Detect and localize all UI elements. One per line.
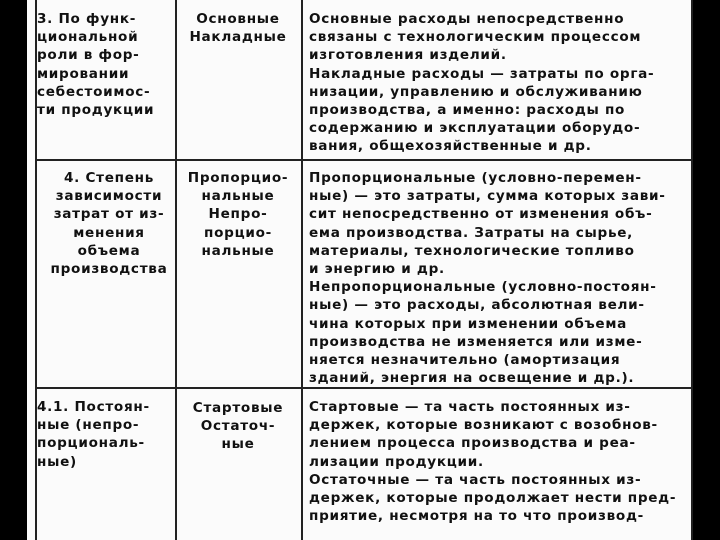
column-divider-2 xyxy=(301,0,303,540)
row-2-description: Пропорциональные (условно-перемен- ные) — это затраты, сумма которых зави- сит непосредственно от изменения объ- ема производства. Затраты на сырье, материалы, технологические топливо и энергию и др. Непропорциональные (условно-постоян- ные) — это расходы, абсолютная вели- чина которых при изменении объема производства не изменяется или изме- няется незначительно (амортизация зданий, энергия на освещение и др.). xyxy=(309,170,666,387)
row-3-description: Стартовые — та часть постоянных из- держек, которые возникают с возобнов- лением процесса производства и реа- лизации продукции. Остаточные — та часть постоянных из- держек, которые продолжает нести пред- приятие, несмотря на то что производ- xyxy=(309,399,677,525)
row-2-types: Пропорцио- нальные Непро- порцио- нальные xyxy=(187,170,289,259)
row-2-criterion: 4. Степень зависимости затрат от из- менения объема производства xyxy=(50,170,168,278)
row-1-criterion: 3. По функ- циональной роли в фор- мировании себестоимос- ти продукции xyxy=(37,11,155,119)
row-3-types: Стартовые Остаточ- ные xyxy=(192,400,284,453)
row-divider-1 xyxy=(35,159,693,161)
table-border-right xyxy=(691,0,693,540)
row-1-types: Основные Накладные xyxy=(189,11,287,46)
row-3-criterion: 4.1. Постоян- ные (непро- порциональ- ные) xyxy=(37,399,150,470)
row-1-description: Основные расходы непосредственно связаны с технологическим процессом изготовления изделий. Накладные расходы — затраты по орга- низации, управлению и обслуживанию производства, а именно: расходы по содержанию и эксплуатации оборудо- вания, общехозяйственные и др. xyxy=(309,11,655,155)
document-page xyxy=(27,0,693,540)
